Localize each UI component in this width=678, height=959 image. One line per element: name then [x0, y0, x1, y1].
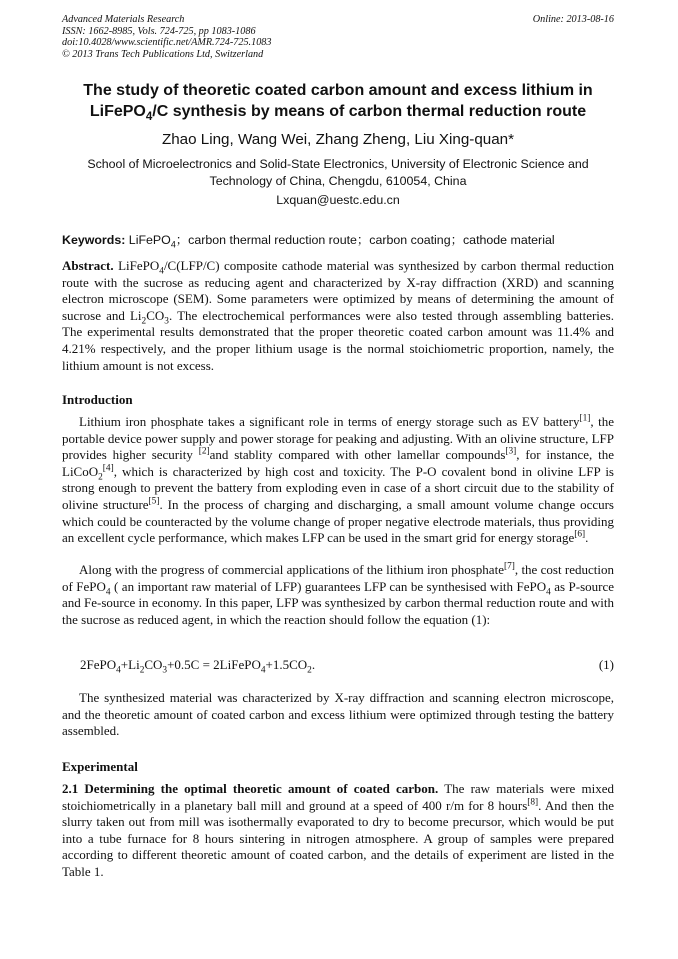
doi-line: doi:10.4028/www.scientific.net/AMR.724-725.1083	[62, 37, 272, 49]
issn-line: ISSN: 1662-8985, Vols. 724-725, pp 1083-1086	[62, 25, 256, 37]
keywords-label: Keywords:	[62, 233, 126, 247]
journal-header	[62, 14, 614, 60]
experimental-heading: Experimental	[62, 759, 138, 774]
abstract-paragraph: Abstract. LiFePO$_4$/C(LFP/C) composite cathode material was synthesized by carbon thermal reduction route with the sucrose as reducing agent and characterized by X-ray diffraction (XRD) and scanning electron microscope (SEM). Some parameters were optimized by means of determining the amount of sucrose and $Li_2CO_3$. The electrochemical performances were also tested through assembling batteries. The experimental results demonstrated that the proper theoretic coated carbon amount was 11.4% and 4.21% respectively, and the proper lithium usage is the normal stoichiometric proportion, namely, the lithium amount is not excess.	[62, 258, 615, 373]
introduction-heading: Introduction	[62, 392, 133, 407]
journal-name: Advanced Materials Research	[62, 14, 185, 25]
intro-paragraph-1: Lithium iron phosphate takes a significant role in terms of energy storage such as EV battery[1], the portable device power supply and power storage for peaking and adjusting. With an olivine structure, LFP provides higher security [2]and stablity compared with other lamellar compounds[3], for instance, the LiCoO$_2$[4], which is characterized by high cost and toxicity. The P-O covalent bond in olivine LFP is strong enough to prevent the battery from exploding even in case of a short circuit due to the stability of olivine structure[5]. In the process of charging and discharging, a small amount volume change occurs which could be counteracted by the volume change of proper negative electrode materials, thus providing an excellent cycle performance, which makes LFP can be used in the smart grid for energy storage[6].	[62, 413, 614, 546]
title-line-2: LiFePO$_4$/C synthesis by means of carbon thermal reduction route	[89, 103, 587, 124]
equation-number: (1)	[598, 657, 614, 672]
copyright-line: © 2013 Trans Tech Publications Ltd, Switzerland	[62, 48, 264, 60]
corresponding-email[interactable]: Lxquan@uestc.edu.cn	[276, 193, 400, 207]
paper-title	[62, 80, 614, 122]
title-line-1: The study of theoretic coated carbon amount and excess lithium in	[83, 82, 593, 99]
experimental-paragraph: 2.1 Determining the optimal theoretic amount of coated carbon. The raw materials were mixed stoichiometrically in a planetary ball mill and ground at a speed of 400 r/m for 8 hours[8]. And then the slurry taken out from mill was isothermally evaporated to dry to become precursor, which would be put into a tube furnace for 8 hours sintering in nitrogen atmosphere. A group of samples were prepared according to different theoretic amount of coated carbon, and the details of experiment are listed in the Table 1.	[62, 781, 615, 879]
abstract-label: Abstract.	[62, 258, 114, 273]
intro-paragraph-2: Along with the progress of commercial applications of the lithium iron phosphate[7], the cost reduction of FePO$_4$ ( an important raw material of LFP) guarantees LFP can be synthesised with FePO$_4$ as P-source and Fe-source in economy. In this paper, LFP was synthesized by carbon thermal reduction route and with the sucrose as reduced agent, in which the reaction should follow the equation (1):	[62, 561, 614, 627]
affiliation: School of Microelectronics and Solid-State Electronics, University of Electronic Science and Technology of China, Chengdu, 610054, China	[87, 157, 589, 188]
author-list: Zhao Ling, Wang Wei, Zhang Zheng, Liu Xing-quan*	[161, 131, 515, 148]
intro-paragraph-3: The synthesized material was characterized by X-ray diffraction and scanning electron microscope, and the theoretic amount of coated carbon and excess lithium were optimized through testing the battery assembled.	[62, 690, 614, 739]
subsection-heading: 2.1 Determining the optimal theoretic amount of coated carbon.	[62, 781, 439, 796]
keywords: Keywords: LiFePO$_4$；carbon thermal reduction route；carbon coating；cathode material	[62, 233, 555, 250]
online-date: Online: 2013-08-16	[532, 14, 614, 25]
reaction-equation: $2FePO_4+Li_2CO_3+0.5C$ = $2LiFePO_4+1.5CO_2$. (1)	[80, 657, 614, 676]
